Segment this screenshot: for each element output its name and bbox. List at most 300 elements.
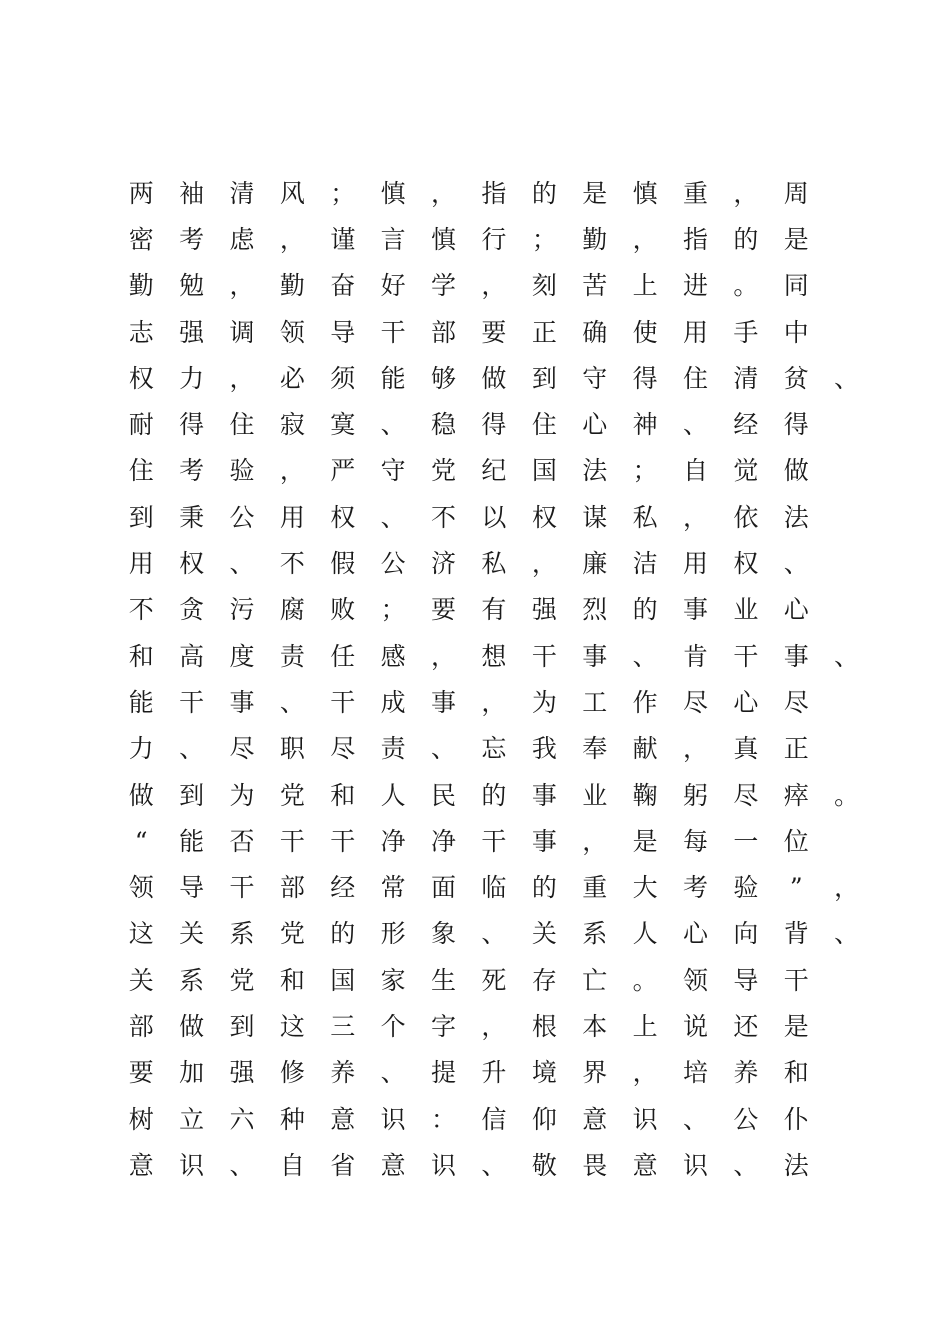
text-char: 公 — [733, 1104, 759, 1134]
text-char: ， — [632, 1058, 658, 1088]
text-char: 家 — [380, 965, 406, 995]
text-char: 任 — [330, 641, 356, 671]
text-char: 敬 — [531, 1150, 557, 1180]
text-char: 系 — [582, 919, 608, 949]
text-char: 谨 — [330, 224, 356, 254]
text-line — [116, 355, 876, 401]
text-char: 勤 — [279, 271, 305, 301]
text-char: 临 — [481, 873, 507, 903]
text-char: 强 — [229, 1058, 255, 1088]
text-char: 私 — [481, 549, 507, 579]
text-char: 使 — [632, 317, 658, 347]
text-char: 事 — [682, 595, 708, 625]
text-char: 尽 — [733, 780, 759, 810]
text-char: 种 — [279, 1104, 305, 1134]
text-char: 用 — [128, 549, 154, 579]
text-char: 字 — [431, 1011, 457, 1041]
text-char: 肯 — [682, 641, 708, 671]
text-char: ， — [279, 224, 305, 254]
text-char: 部 — [128, 1011, 154, 1041]
text-line — [116, 864, 876, 910]
text-char: 尽 — [330, 734, 356, 764]
text-char: 人 — [380, 780, 406, 810]
text-char: 一 — [733, 826, 759, 856]
text-char: 信 — [481, 1104, 507, 1134]
text-char: 个 — [380, 1011, 406, 1041]
text-char: 用 — [682, 317, 708, 347]
text-char: 识 — [682, 1150, 708, 1180]
text-char: 贪 — [179, 595, 205, 625]
text-char: 立 — [179, 1104, 205, 1134]
text-char: 关 — [179, 919, 205, 949]
text-char: 干 — [481, 826, 507, 856]
text-char: 存 — [531, 965, 557, 995]
text-char: 权 — [179, 549, 205, 579]
text-char: ， — [682, 502, 708, 532]
text-line — [116, 772, 876, 818]
text-line — [116, 1096, 876, 1142]
text-char: 不 — [128, 595, 154, 625]
text-char: ， — [481, 271, 507, 301]
text-char: 位 — [783, 826, 809, 856]
text-char: 事 — [783, 641, 809, 671]
text-char: 意 — [128, 1150, 154, 1180]
text-char: 的 — [330, 919, 356, 949]
text-char: 躬 — [682, 780, 708, 810]
text-char: 说 — [682, 1011, 708, 1041]
text-char: 干 — [380, 317, 406, 347]
text-char: 以 — [481, 502, 507, 532]
text-char: “ — [134, 826, 148, 856]
text-char: 耐 — [128, 410, 154, 440]
text-char: 虑 — [229, 224, 255, 254]
text-char: 尽 — [229, 734, 255, 764]
text-char: 事 — [582, 641, 608, 671]
text-char: 到 — [229, 1011, 255, 1041]
text-char: 手 — [733, 317, 759, 347]
text-char: 领 — [682, 965, 708, 995]
text-char: 自 — [682, 456, 708, 486]
text-char: 系 — [179, 965, 205, 995]
text-char: ， — [481, 1011, 507, 1041]
text-char: 调 — [229, 317, 255, 347]
text-char: 风 — [279, 178, 305, 208]
text-char: 向 — [733, 919, 759, 949]
text-char: ， — [632, 224, 658, 254]
text-char: 、 — [783, 549, 809, 579]
text-char: 慎 — [431, 224, 457, 254]
text-char: 是 — [783, 1011, 809, 1041]
text-char: 法 — [783, 1150, 809, 1180]
text-char: 修 — [279, 1058, 305, 1088]
text-char: 假 — [330, 549, 356, 579]
text-char: 职 — [279, 734, 305, 764]
text-char: 做 — [783, 456, 809, 486]
text-char: 有 — [481, 595, 507, 625]
text-char: ， — [834, 873, 860, 903]
text-char: 勤 — [582, 224, 608, 254]
text-char: 权 — [531, 502, 557, 532]
text-char: 培 — [682, 1058, 708, 1088]
text-char: 我 — [531, 734, 557, 764]
text-char: 形 — [380, 919, 406, 949]
text-char: 到 — [128, 502, 154, 532]
text-char: 密 — [128, 224, 154, 254]
text-char: 稳 — [431, 410, 457, 440]
text-char: 工 — [582, 687, 608, 717]
text-char: 、 — [481, 919, 507, 949]
text-char: 仆 — [783, 1104, 809, 1134]
text-char: 、 — [179, 734, 205, 764]
text-char: ， — [682, 734, 708, 764]
text-char: 经 — [733, 410, 759, 440]
text-char: ； — [531, 224, 557, 254]
text-char: 作 — [632, 687, 658, 717]
text-char: 三 — [330, 1011, 356, 1041]
text-char: 这 — [128, 919, 154, 949]
text-char: 死 — [481, 965, 507, 995]
text-char: 。 — [834, 780, 860, 810]
text-char: 这 — [279, 1011, 305, 1041]
text-char: 否 — [229, 826, 255, 856]
text-line — [116, 540, 876, 586]
text-char: ” — [789, 873, 803, 903]
text-char: 生 — [431, 965, 457, 995]
text-line — [116, 1050, 876, 1096]
text-char: 想 — [481, 641, 507, 671]
text-char: 权 — [330, 502, 356, 532]
text-char: 导 — [179, 873, 205, 903]
text-char: 关 — [531, 919, 557, 949]
text-line — [116, 263, 876, 309]
text-char: 苦 — [582, 271, 608, 301]
text-char: 刻 — [531, 271, 557, 301]
text-char: 事 — [531, 780, 557, 810]
text-char: 升 — [481, 1058, 507, 1088]
text-char: 干 — [733, 641, 759, 671]
text-char: 指 — [682, 224, 708, 254]
text-char: 好 — [380, 271, 406, 301]
text-char: 背 — [783, 919, 809, 949]
text-char: 识 — [179, 1150, 205, 1180]
text-char: 树 — [128, 1104, 154, 1134]
text-char: 、 — [682, 1104, 708, 1134]
text-line — [116, 170, 876, 216]
text-char: 力 — [179, 363, 205, 393]
text-char: 法 — [783, 502, 809, 532]
text-char: 两 — [128, 178, 154, 208]
text-char: 得 — [783, 410, 809, 440]
text-char: 住 — [128, 456, 154, 486]
text-char: 、 — [380, 1058, 406, 1088]
text-char: 的 — [632, 595, 658, 625]
text-char: 正 — [783, 734, 809, 764]
text-char: 常 — [380, 873, 406, 903]
text-char: 尽 — [783, 687, 809, 717]
text-char: 领 — [279, 317, 305, 347]
text-char: 干 — [783, 965, 809, 995]
text-char: 。 — [733, 271, 759, 301]
text-char: ， — [582, 826, 608, 856]
text-char: 权 — [733, 549, 759, 579]
text-char: 亡 — [582, 965, 608, 995]
text-char: 、 — [834, 641, 860, 671]
text-char: 、 — [380, 410, 406, 440]
text-char: 党 — [431, 456, 457, 486]
text-char: 净 — [431, 826, 457, 856]
text-char: 养 — [733, 1058, 759, 1088]
text-char: 党 — [279, 919, 305, 949]
text-char: 志 — [128, 317, 154, 347]
text-char: 干 — [229, 873, 255, 903]
text-char: 净 — [380, 826, 406, 856]
text-char: 守 — [380, 456, 406, 486]
text-char: 神 — [632, 410, 658, 440]
text-char: 得 — [632, 363, 658, 393]
text-char: ， — [279, 456, 305, 486]
text-char: 谋 — [582, 502, 608, 532]
text-char: 烈 — [582, 595, 608, 625]
text-char: 大 — [632, 873, 658, 903]
text-char: 周 — [783, 178, 809, 208]
text-char: 事 — [229, 687, 255, 717]
text-char: 为 — [229, 780, 255, 810]
text-char: 心 — [733, 687, 759, 717]
text-char: 能 — [380, 363, 406, 393]
text-char: 六 — [229, 1104, 255, 1134]
text-char: 做 — [481, 363, 507, 393]
text-char: 干 — [279, 826, 305, 856]
text-char: 私 — [632, 502, 658, 532]
text-char: 导 — [330, 317, 356, 347]
text-char: 提 — [431, 1058, 457, 1088]
text-char: 奉 — [582, 734, 608, 764]
text-char: 考 — [682, 873, 708, 903]
text-char: 考 — [179, 456, 205, 486]
text-char: 、 — [481, 1150, 507, 1180]
text-line — [116, 679, 876, 725]
text-char: ， — [531, 549, 557, 579]
text-char: ： — [431, 1104, 457, 1134]
text-char: 行 — [481, 224, 507, 254]
text-char: 。 — [632, 965, 658, 995]
text-char: 、 — [279, 687, 305, 717]
text-char: 得 — [179, 410, 205, 440]
text-char: 学 — [431, 271, 457, 301]
text-char: 系 — [229, 919, 255, 949]
text-char: ； — [330, 178, 356, 208]
text-char: 得 — [481, 410, 507, 440]
text-char: 、 — [229, 1150, 255, 1180]
text-char: 国 — [330, 965, 356, 995]
text-char: 人 — [632, 919, 658, 949]
text-char: 的 — [733, 224, 759, 254]
text-char: 和 — [128, 641, 154, 671]
text-char: 和 — [783, 1058, 809, 1088]
text-char: 加 — [179, 1058, 205, 1088]
text-char: 住 — [229, 410, 255, 440]
text-char: 的 — [531, 873, 557, 903]
text-char: 、 — [834, 363, 860, 393]
text-char: 指 — [481, 178, 507, 208]
text-char: 鞠 — [632, 780, 658, 810]
text-char: ； — [380, 595, 406, 625]
text-char: 心 — [582, 410, 608, 440]
text-char: 要 — [481, 317, 507, 347]
text-char: 、 — [431, 734, 457, 764]
text-char: 境 — [531, 1058, 557, 1088]
text-char: 贫 — [783, 363, 809, 393]
text-char: 慎 — [632, 178, 658, 208]
text-line — [116, 1142, 876, 1188]
text-line — [116, 216, 876, 262]
text-char: 进 — [682, 271, 708, 301]
text-char: 识 — [380, 1104, 406, 1134]
text-char: ， — [481, 687, 507, 717]
text-char: 考 — [179, 224, 205, 254]
text-char: 畏 — [582, 1150, 608, 1180]
text-char: 献 — [632, 734, 658, 764]
text-char: 清 — [733, 363, 759, 393]
text-char: 面 — [431, 873, 457, 903]
text-char: ， — [431, 178, 457, 208]
text-char: 责 — [279, 641, 305, 671]
text-char: 导 — [733, 965, 759, 995]
text-char: 和 — [330, 780, 356, 810]
text-char: 腐 — [279, 595, 305, 625]
text-char: 干 — [179, 687, 205, 717]
text-char: 重 — [682, 178, 708, 208]
text-char: 国 — [531, 456, 557, 486]
text-char: 做 — [179, 1011, 205, 1041]
text-char: 确 — [582, 317, 608, 347]
text-char: 、 — [632, 641, 658, 671]
text-char: 心 — [783, 595, 809, 625]
text-char: 到 — [531, 363, 557, 393]
text-char: 干 — [330, 687, 356, 717]
text-char: 本 — [582, 1011, 608, 1041]
text-char: 上 — [632, 1011, 658, 1041]
text-char: 败 — [330, 595, 356, 625]
text-char: 法 — [582, 456, 608, 486]
text-char: 到 — [179, 780, 205, 810]
text-char: 袖 — [179, 178, 205, 208]
text-char: 重 — [582, 873, 608, 903]
text-char: 界 — [582, 1058, 608, 1088]
text-char: 高 — [179, 641, 205, 671]
text-char: 瘁 — [783, 780, 809, 810]
text-char: 业 — [733, 595, 759, 625]
text-char: 识 — [431, 1150, 457, 1180]
text-char: 养 — [330, 1058, 356, 1088]
text-line — [116, 1003, 876, 1049]
text-char: 严 — [330, 456, 356, 486]
text-char: 须 — [330, 363, 356, 393]
text-char: 济 — [431, 549, 457, 579]
text-char: 力 — [128, 734, 154, 764]
text-char: 忘 — [481, 734, 507, 764]
text-char: 和 — [279, 965, 305, 995]
text-char: 依 — [733, 502, 759, 532]
text-char: 民 — [431, 780, 457, 810]
text-char: 的 — [481, 780, 507, 810]
text-char: 党 — [229, 965, 255, 995]
text-line — [116, 633, 876, 679]
text-char: 纪 — [481, 456, 507, 486]
text-char: 慎 — [380, 178, 406, 208]
text-char: 仰 — [531, 1104, 557, 1134]
text-char: 不 — [431, 502, 457, 532]
text-line — [116, 587, 876, 633]
text-char: 正 — [531, 317, 557, 347]
text-char: 自 — [279, 1150, 305, 1180]
text-char: 根 — [531, 1011, 557, 1041]
text-char: 用 — [279, 502, 305, 532]
text-char: 心 — [682, 919, 708, 949]
text-char: 、 — [682, 410, 708, 440]
text-char: 强 — [179, 317, 205, 347]
text-char: 同 — [783, 271, 809, 301]
text-char: 、 — [834, 919, 860, 949]
text-char: 验 — [229, 456, 255, 486]
text-char: 中 — [783, 317, 809, 347]
text-line — [116, 494, 876, 540]
text-char: ； — [632, 456, 658, 486]
text-line — [116, 448, 876, 494]
text-char: 言 — [380, 224, 406, 254]
text-char: 度 — [229, 641, 255, 671]
text-char: 部 — [279, 873, 305, 903]
text-char: 能 — [179, 826, 205, 856]
text-char: 验 — [733, 873, 759, 903]
text-char: 是 — [783, 224, 809, 254]
text-char: 干 — [330, 826, 356, 856]
text-char: 寂 — [279, 410, 305, 440]
text-char: 必 — [279, 363, 305, 393]
text-char: 象 — [431, 919, 457, 949]
text-char: 每 — [682, 826, 708, 856]
text-char: 住 — [531, 410, 557, 440]
text-char: 清 — [229, 178, 255, 208]
text-char: 是 — [632, 826, 658, 856]
text-char: 成 — [380, 687, 406, 717]
text-char: 意 — [582, 1104, 608, 1134]
text-char: 意 — [330, 1104, 356, 1134]
text-char: 勉 — [179, 271, 205, 301]
text-char: 洁 — [632, 549, 658, 579]
text-char: 干 — [531, 641, 557, 671]
text-line — [116, 911, 876, 957]
text-line — [116, 818, 876, 864]
text-char: 部 — [431, 317, 457, 347]
text-char: 要 — [128, 1058, 154, 1088]
text-char: 是 — [582, 178, 608, 208]
text-char: 上 — [632, 271, 658, 301]
text-char: 能 — [128, 687, 154, 717]
text-char: 住 — [682, 363, 708, 393]
text-line — [116, 401, 876, 447]
text-char: 做 — [128, 780, 154, 810]
text-char: 奋 — [330, 271, 356, 301]
text-char: 党 — [279, 780, 305, 810]
text-char: 公 — [229, 502, 255, 532]
text-char: 用 — [682, 549, 708, 579]
text-char: 还 — [733, 1011, 759, 1041]
text-char: 、 — [229, 549, 255, 579]
text-line — [116, 726, 876, 772]
text-char: 不 — [279, 549, 305, 579]
text-char: 责 — [380, 734, 406, 764]
